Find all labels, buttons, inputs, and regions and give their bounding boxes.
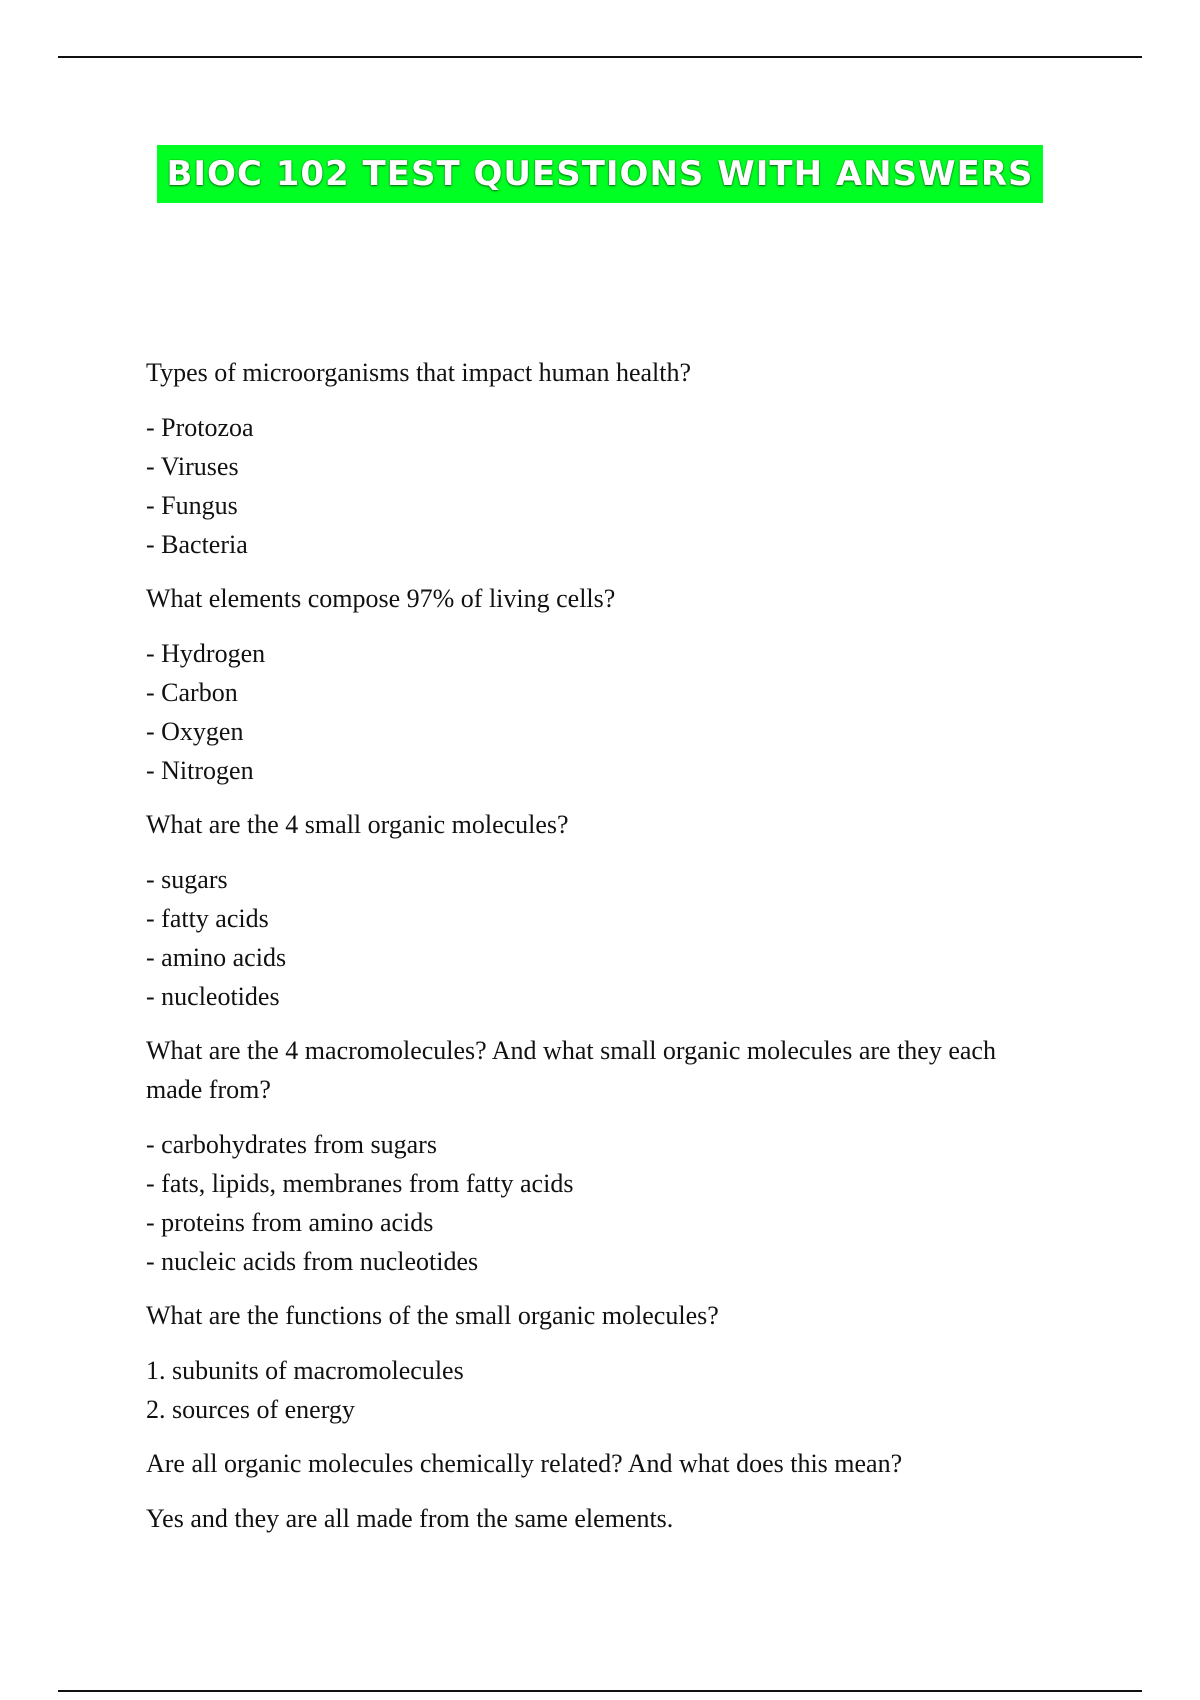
qa-block-3 <box>146 805 1026 1016</box>
qa-content <box>146 353 1026 1553</box>
answer-list-6 <box>146 1499 1026 1538</box>
title-banner <box>157 145 1043 203</box>
answer-list-1 <box>146 408 1026 564</box>
qa-block-6 <box>146 1444 1026 1538</box>
question-6: Are all organic molecules chemically related? And what does this mean? <box>146 1449 903 1478</box>
question-5: What are the functions of the small organic molecules? <box>146 1301 719 1330</box>
answer-line: Yes and they are all made from the same elements. <box>146 1504 674 1533</box>
question-2: What elements compose 97% of living cells? <box>146 584 616 613</box>
top-rule <box>58 56 1142 58</box>
answer-line: - Viruses <box>146 452 239 481</box>
answer-line: 1. subunits of macromolecules <box>146 1356 464 1385</box>
answer-line: - Bacteria <box>146 530 248 559</box>
qa-block-4 <box>146 1031 1026 1281</box>
answer-line: - sugars <box>146 865 228 894</box>
qa-block-1 <box>146 353 1026 564</box>
answer-line: - nucleotides <box>146 982 280 1011</box>
answer-list-2 <box>146 634 1026 790</box>
bottom-rule <box>58 1690 1142 1692</box>
answer-list-5 <box>146 1351 1026 1429</box>
answer-line: - fats, lipids, membranes from fatty acids <box>146 1169 574 1198</box>
answer-list-4 <box>146 1125 1026 1281</box>
answer-line: - amino acids <box>146 943 287 972</box>
answer-line: - fatty acids <box>146 904 269 933</box>
answer-line: - carbohydrates from sugars <box>146 1130 437 1159</box>
question-1: Types of microorganisms that impact human health? <box>146 358 692 387</box>
answer-line: - nucleic acids from nucleotides <box>146 1247 479 1276</box>
document-title: BIOC 102 TEST QUESTIONS WITH ANSWERS <box>166 154 1034 194</box>
question-3: What are the 4 small organic molecules? <box>146 810 569 839</box>
qa-block-5 <box>146 1296 1026 1429</box>
answer-line: - proteins from amino acids <box>146 1208 434 1237</box>
question-4: What are the 4 macromolecules? And what small organic molecules are they each made from? <box>146 1036 996 1104</box>
answer-line: 2. sources of energy <box>146 1395 355 1424</box>
answer-line: - Hydrogen <box>146 639 266 668</box>
answer-line: - Protozoa <box>146 413 254 442</box>
answer-line: - Oxygen <box>146 717 244 746</box>
qa-block-2 <box>146 579 1026 790</box>
answer-list-3 <box>146 860 1026 1016</box>
answer-line: - Nitrogen <box>146 756 254 785</box>
answer-line: - Fungus <box>146 491 238 520</box>
answer-line: - Carbon <box>146 678 238 707</box>
